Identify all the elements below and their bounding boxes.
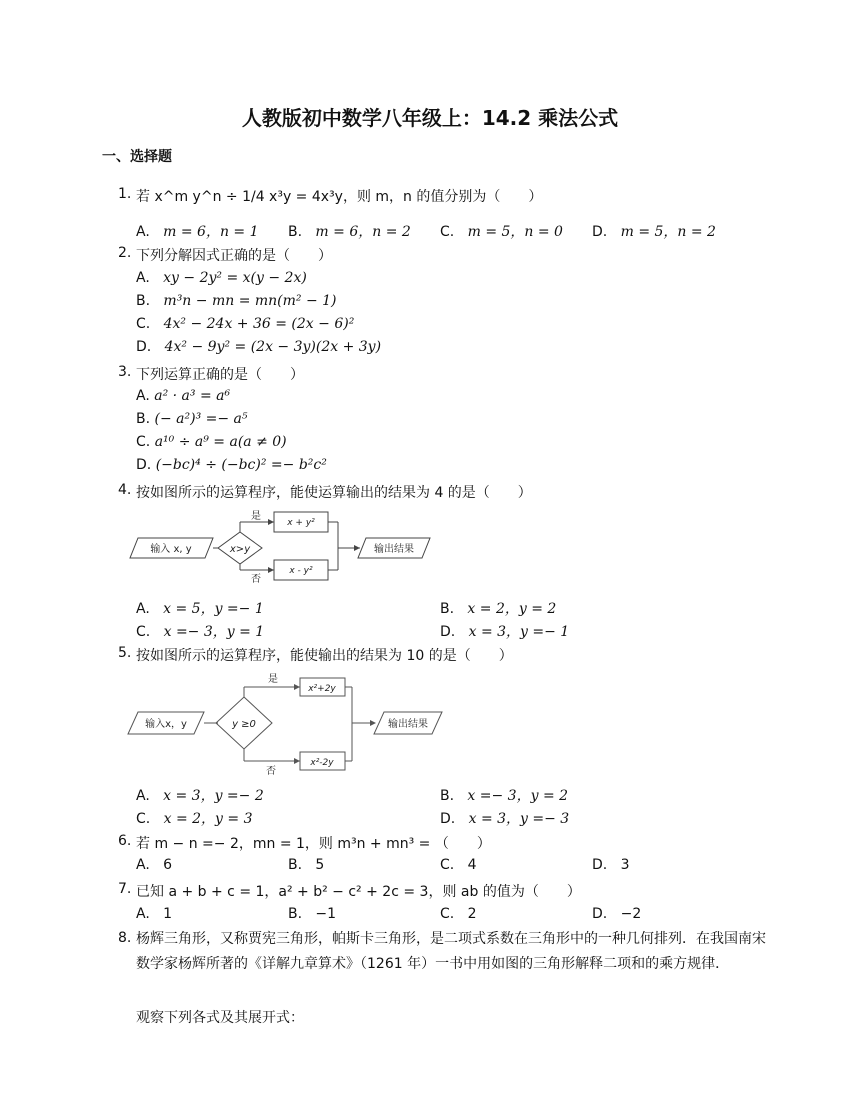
question-2-number: 2. xyxy=(118,245,132,261)
question-7-stem: 已知 a + b + c = 1，a² + b² − c² + 2c = 3，则 ab 的值为（ ） xyxy=(136,884,581,900)
question-3-number: 3. xyxy=(118,364,132,380)
q3-option-a: A. a² · a³ = a⁶ xyxy=(136,388,231,404)
question-6-stem: 若 m − n =− 2，mn = 1，则 m³n + mn³ = （ ） xyxy=(136,836,491,852)
flow-q5-input-label: 输入x，y xyxy=(145,719,187,730)
q7-option-a: A. 1 xyxy=(136,906,173,922)
question-8-number: 8. xyxy=(118,930,132,946)
page-title: 人教版初中数学八年级上：14.2 乘法公式 xyxy=(241,106,619,130)
q7-option-b: B. −1 xyxy=(288,906,337,922)
q7-option-c: C. 2 xyxy=(440,906,477,922)
q2-option-b: B. m³n − mn = mn(m² − 1) xyxy=(136,293,337,309)
question-6-number: 6. xyxy=(118,833,132,849)
q4-option-a: A. x = 5，y =− 1 xyxy=(136,601,264,617)
question-1-stem: 若 x^m y^n ÷ 1/4 x³y = 4x³y，则 m，n 的值分别为（ ） xyxy=(136,189,543,205)
q4-option-d: D. x = 3，y =− 1 xyxy=(440,624,570,640)
flow-q4-no-label: 否 xyxy=(251,574,261,585)
q1-option-c: C. m = 5，n = 0 xyxy=(440,224,563,240)
question-8-observe: 观察下列各式及其展开式： xyxy=(136,1010,304,1026)
q5-option-c: C. x = 2，y = 3 xyxy=(136,811,253,827)
q1-option-d: D. m = 5，n = 2 xyxy=(592,224,716,240)
flow-q5-top-label: x²+2y xyxy=(308,684,336,694)
q5-option-a: A. x = 3，y =− 2 xyxy=(136,788,264,804)
flow-q5-yes-label: 是 xyxy=(268,674,278,685)
flow-q4-cond-label: x>y xyxy=(229,544,251,555)
q2-option-d: D. 4x² − 9y² = (2x − 3y)(2x + 3y) xyxy=(136,339,382,355)
flow-q5-cond-label: y ≥0 xyxy=(232,719,256,730)
flow-q4-input-label: 输入 x, y xyxy=(150,544,192,555)
q2-option-a: A. xy − 2y² = x(y − 2x) xyxy=(136,270,307,286)
q6-option-a: A. 6 xyxy=(136,857,173,873)
q1-option-a: A. m = 6，n = 1 xyxy=(136,224,259,240)
question-1-number: 1. xyxy=(118,186,132,202)
q6-option-d: D. 3 xyxy=(592,857,630,873)
question-8-text: 杨辉三角形，又称贾宪三角形，帕斯卡三角形，是二项式系数在三角形中的一种几何排列．在我国南宋数学家杨辉所著的《详解九章算术》（1261 年）一书中用如图的三角形解释二项和的乘方规律． xyxy=(136,931,766,972)
q6-option-b: B. 5 xyxy=(288,857,325,873)
q4-option-c: C. x =− 3，y = 1 xyxy=(136,624,265,640)
question-4-stem: 按如图所示的运算程序，能使运算输出的结果为 4 的是（ ） xyxy=(136,485,532,501)
q4-option-b: B. x = 2，y = 2 xyxy=(440,601,557,617)
flow-q4-bottom-label: x - y² xyxy=(289,566,313,576)
question-4-number: 4. xyxy=(118,482,132,498)
flowchart-q5 xyxy=(126,670,446,780)
flow-q5-output-label: 输出结果 xyxy=(388,719,428,730)
q3-option-c: C. a¹⁰ ÷ a⁹ = a(a ≠ 0) xyxy=(136,434,287,450)
q7-option-d: D. −2 xyxy=(592,906,642,922)
q5-option-b: B. x =− 3，y = 2 xyxy=(440,788,569,804)
question-7-number: 7. xyxy=(118,881,132,897)
flowchart-q4 xyxy=(128,508,433,588)
question-2-stem: 下列分解因式正确的是（ ） xyxy=(136,248,332,264)
question-3-stem: 下列运算正确的是（ ） xyxy=(136,367,304,383)
q3-option-b: B. (− a²)³ =− a⁵ xyxy=(136,411,248,427)
flow-q4-output-label: 输出结果 xyxy=(374,544,414,555)
flow-q4-yes-label: 是 xyxy=(251,511,261,522)
question-5-number: 5. xyxy=(118,645,132,661)
flow-q4-top-label: x + y² xyxy=(287,518,315,528)
q1-option-b: B. m = 6，n = 2 xyxy=(288,224,411,240)
question-5-stem: 按如图所示的运算程序，能使输出的结果为 10 的是（ ） xyxy=(136,648,513,664)
q3-option-d: D. (−bc)⁴ ÷ (−bc)² =− b²c² xyxy=(136,457,327,473)
flow-q5-no-label: 否 xyxy=(266,766,276,777)
q2-option-c: C. 4x² − 24x + 36 = (2x − 6)² xyxy=(136,316,355,332)
section-heading: 一、选择题 xyxy=(102,149,172,165)
q5-option-d: D. x = 3，y =− 3 xyxy=(440,811,570,827)
q6-option-c: C. 4 xyxy=(440,857,477,873)
flow-q5-bottom-label: x²-2y xyxy=(310,758,334,768)
